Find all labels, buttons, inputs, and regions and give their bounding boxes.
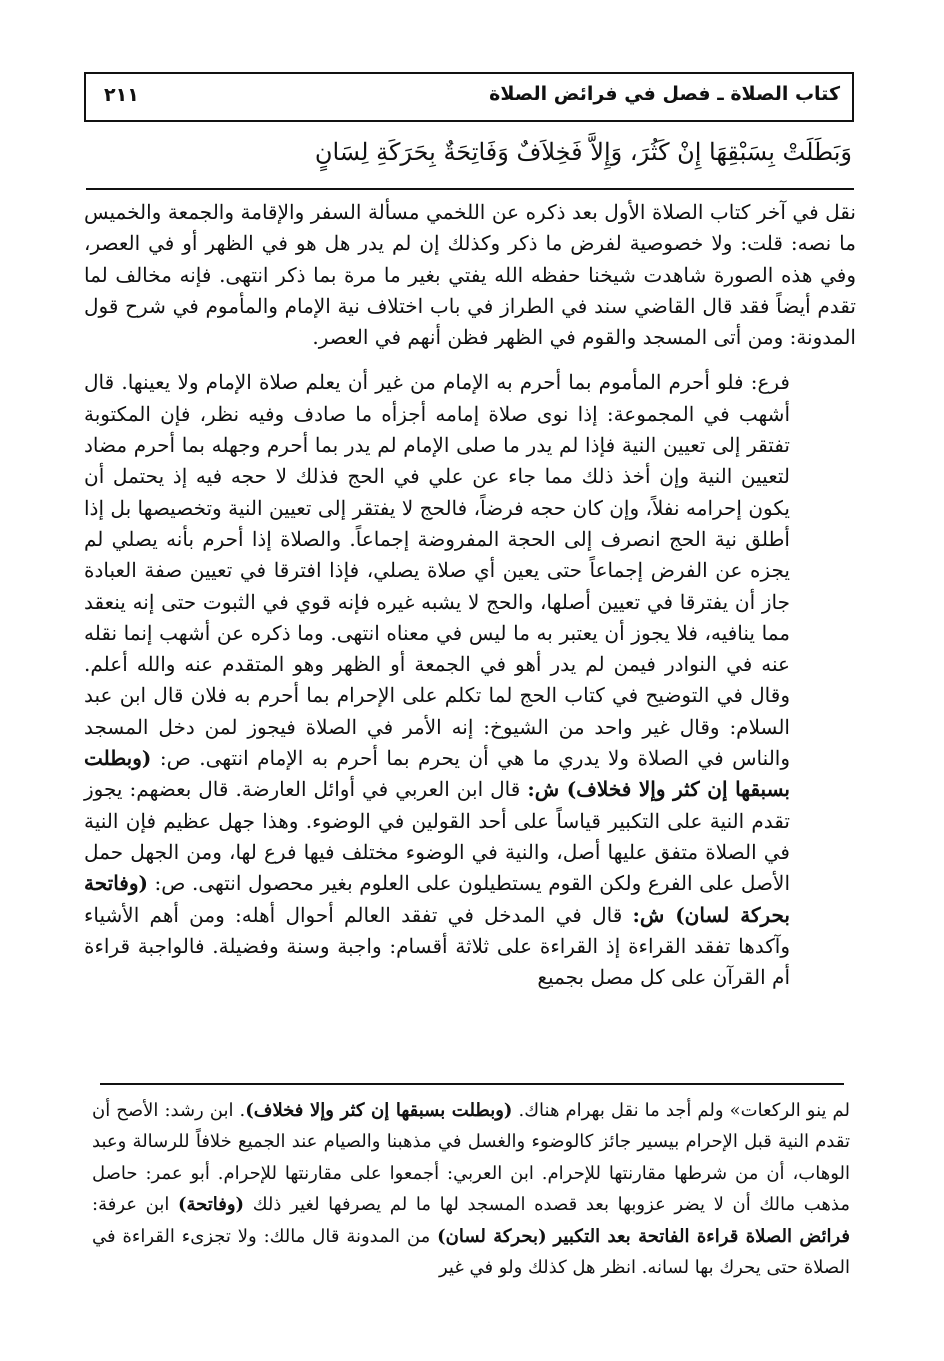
paragraph-2-text-c: قال ابن العربي في أوائل العارضة. قال بعضهم: يجوز تقدم النية على التكبير قياساً على أحد القولين في الوضوء. وهذا جهل عظيم فإن النية في الصلاة متفق عليها أصل، والنية في الوضوء مختلف فيها فرع لها، ومن الجهل حمل الأصل على الفرع ولكن القوم يستطيلون على العلوم بغير محصول انتهى. ص:	[84, 777, 791, 896]
footnote-divider	[100, 1083, 844, 1085]
paragraph-1: نقل في آخر كتاب الصلاة الأول بعد ذكره عن اللخمي مسألة السفر والإقامة والجمعة والخميس ما نصه: قلت: ولا خصوصية لفرض ما ذكر وكذلك إن لم يدر هل هو في الظهر أو في العصر، وفي هذه الصورة شاهدت شيخنا حفظه الله يفتي بغير ما مرة بما ذكر انتهى. فإنه مخالف لما تقدم أيضاً فقد قال القاضي سند في الطراز في باب اختلاف نية الإمام والمأموم في شرح قول المدونة: ومن أتى المسجد والقوم في الظهر فظن أنهم في العصر.	[84, 200, 856, 350]
running-header	[84, 72, 854, 122]
footnote-part-1: لم ينو الركعات» ولم أجد ما نقل بهرام هناك.	[518, 1100, 851, 1121]
header-title: كتاب الصلاة ـ فصل في فرائض الصلاة	[489, 83, 840, 105]
footnote-part-5: ابن عرفة:	[92, 1194, 170, 1216]
footnote-quote-2: (وفاتحة)	[177, 1194, 245, 1216]
footnote-quote-1: (وبطلت بسبقها إن كثر وإلا فخلاف)	[245, 1100, 513, 1121]
footnote-part-8: من المدونة قال مالك: ولا تجزىء القراءة في الصلاة حتى يحرك بها لسانه. انظر هل كذلك ولو في غير	[92, 1225, 850, 1279]
footnote-block	[92, 1095, 850, 1283]
page-number: ٢١١	[104, 84, 139, 106]
footnote-quote-4: (بحركة لسان)	[437, 1225, 547, 1247]
top-divider	[86, 188, 854, 190]
footnote-text: لم ينو الركعات» ولم أجد ما نقل بهرام هناك. (وبطلت بسبقها إن كثر وإلا فخلاف). ابن رشد: الأصح أن تقدم النية قبل الإحرام بيسير جائز كالوضوء والغسل في مذهبنا والصيام عند الجميع خلافاً للرسالة وعبد الوهاب، أن من شرطها مقارنتها للإحرام. ابن العربي: أجمعوا على مقارنتها للإحرام. أبو عمر: حاصل مذهب مالك أن لا يضر عزوبها بعد قصده المسجد لها ما لم يصرفها لغير ذلك (وفاتحة) ابن عرفة: فرائض الصلاة قراءة الفاتحة بعد التكبير (بحركة لسان) من المدونة قال مالك: ولا تجزىء القراءة في الصلاة حتى يحرك بها لسانه. انظر هل كذلك ولو في غير	[92, 1100, 851, 1279]
commentary-body	[84, 197, 856, 993]
matn-quote-1: (وبطلت بسبقها إن كثر وإلا فخلاف) ش:	[84, 746, 791, 802]
footnote-quote-3: فرائض الصلاة قراءة الفاتحة بعد التكبير	[553, 1225, 850, 1247]
paragraph-2-text-a: فرع: فلو أحرم المأموم بما أحرم به الإمام من غير أن يعلم صلاة الإمام ولا يعينها. قال أشهب في المجموعة: إذا نوى صلاة إمامه أجزأه ما صادف وفيه نظر، فإن المكتوبة تفتقر إلى تعيين النية فإذا لم يدر ما صلى الإمام لم يدر بما أحرم وجهله بما أحرم مضاد لتعيين النية وإن أخذ ذلك مما جاء عن علي في الحج فذلك لا حجه فيه إذ يحتمل أن يكون إحرامه نفلاً، وإن كان حجه فرضاً، فالحج لا يفتقر إلى تعيين النية وتخصيصها بل إذا أطلق نية الحج انصرف إلى الحجة المفروضة إجماعاً. والصلاة إذا أحرم بأنه يصلي لم يجزه عن الفرض إجماعاً حتى يعين أي صلاة يصلي، فإذا افترقا في تعيين صفة العبادة جاز أن يفترقا في تعيين أصلها، والحج لا يشبه غيره فإنه قوي في الثبوت حتى إنه ينعقد مما ينافيه، فلا يجوز أن يعتبر به ما ليس في معناه انتهى. وما ذكره عن أشهب إنما نقله عنه في النوادر فيمن لم يدر أهو في الجمعة أو الظهر وهو المتقدم عنه والله أعلم. وقال في التوضيح في كتاب الحج لما تكلم على الإحرام بما أحرم به فلان قال ابن عبد السلام: وقال غير واحد من الشيوخ: إنه الأمر في الصلاة فيجوز لمن دخل المسجد والناس في الصلاة ولا يدري ما هي أن يحرم بما أحرم به الإمام انتهى. ص:	[84, 370, 790, 771]
matn-quote-2: (وفاتحة بحركة لسان) ش:	[84, 871, 790, 927]
footnote-part-3: ابن رشد: الأصح أن تقدم النية قبل الإحرام بيسير جائز كالوضوء والغسل في مذهبنا والصيام عند الجميع خلافاً للرسالة وعبد الوهاب، أن من شرطها مقارنتها للإحرام. ابن العربي: أجمعوا على مقارنتها للإحرام. أبو عمر: حاصل مذهب مالك أن لا يضر عزوبها بعد قصده المسجد لها ما لم يصرفها لغير ذلك	[92, 1100, 850, 1216]
matn-line: وَبَطَلَتْ بِسَبْقِهَا إِنْ كَثُرَ، وَإِلاَّ فَخِلاَفٌ وَفَاتِحَةٌ بِحَرَكَةِ لِسَانٍ	[314, 138, 852, 166]
paragraph-2-text-e: قال في المدخل في تفقد العالم أحوال أهله: ومن أهم الأشياء وآكدها تفقد القراءة إذ القراءة على ثلاثة أقسام: واجبة وسنة وفضيلة. فالواجبة قراءة أم القرآن على كل مصل بجميع	[84, 902, 790, 990]
paragraph-2	[84, 367, 856, 993]
